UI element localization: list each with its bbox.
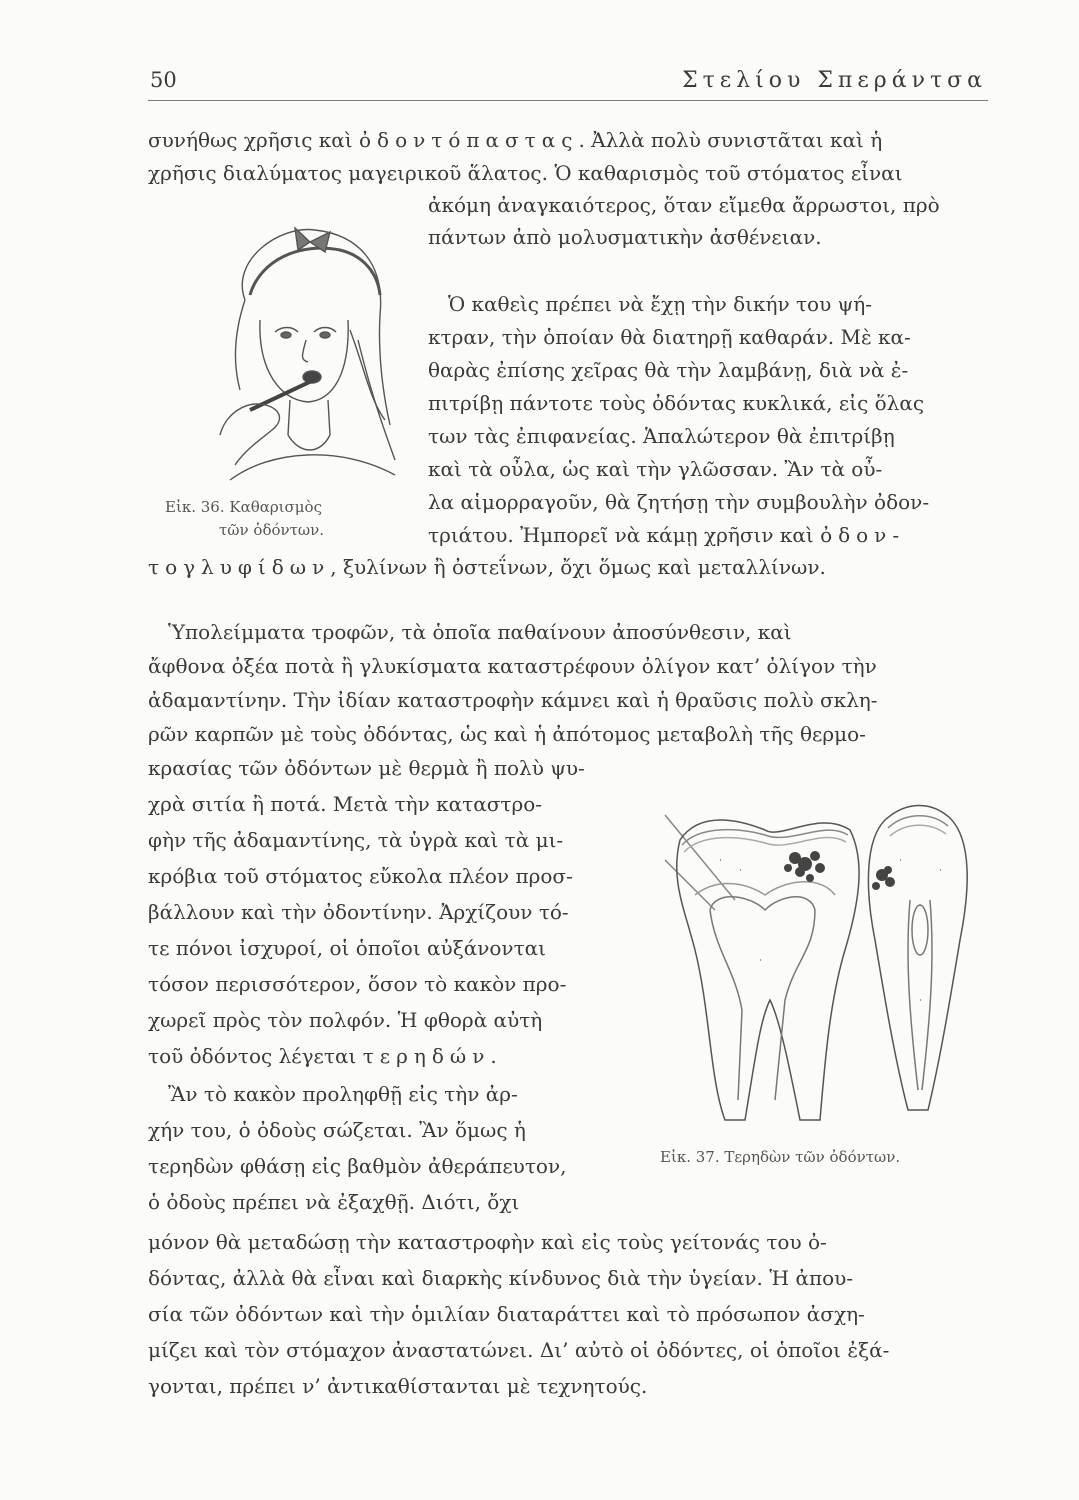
text-line: φὴν τῆς ἀδαμαντίνης, τὰ ὑγρὰ καὶ τὰ μι- bbox=[148, 828, 564, 852]
figure-36-caption-cont: τῶν ὀδόντων. bbox=[219, 521, 325, 539]
text-line: μίζει καὶ τὸν στόμαχον ἀναστατώνει. Δι’ αὐτὸ οἱ ὀδόντες, οἱ ὁποῖοι ἐξά- bbox=[148, 1338, 890, 1362]
text-line: ἀδαμαντίνην. Τὴν ἰδίαν καταστροφὴν κάμνει καὶ ἡ θραῦσις πολὺ σκλη- bbox=[148, 688, 878, 712]
text-line: τόσον περισσότερον, ὅσον τὸ κακὸν προ- bbox=[148, 972, 567, 996]
text-line: βάλλουν καὶ τὴν ὀδοντίνην. Ἀρχίζουν τό- bbox=[148, 900, 569, 924]
text-line: χρῆσις διαλύματος μαγειρικοῦ ἅλατος. Ὁ καθαρισμὸς τοῦ στόματος εἶναι bbox=[148, 161, 903, 185]
figure-37-caption: Εἰκ. 37. Τερηδὼν τῶν ὀδόντων. bbox=[660, 1148, 901, 1166]
spaced-term: ὀδον- bbox=[820, 523, 906, 547]
page-number: 50 bbox=[150, 68, 177, 92]
text-line: χρὰ σιτία ἢ ποτά. Μετὰ τὴν καταστρο- bbox=[148, 792, 542, 816]
text-line: κτραν, τὴν ὁποίαν θὰ διατηρῇ καθαράν. Μὲ κα- bbox=[428, 325, 911, 349]
text-line: συνήθως χρῆσις καὶ ὀδοντόπαστας. Ἀλλὰ πολὺ συνιστᾶται καὶ ἡ bbox=[148, 128, 883, 152]
text-line: ρῶν καρπῶν μὲ τοὺς ὀδόντας, ὡς καὶ ἡ ἀπότομος μεταβολὴ τῆς θερμο- bbox=[148, 722, 866, 746]
figure-37-illustration bbox=[660, 800, 990, 1135]
spaced-term: τερηδών bbox=[362, 1044, 491, 1068]
text-line: τογλυφίδων, ξυλίνων ἢ ὀστεΐνων, ὄχι ὅμως καὶ μεταλλίνων. bbox=[148, 555, 826, 579]
text-line: σία τῶν ὀδόντων καὶ τὴν ὁμιλίαν διαταράττει καὶ τὸ πρόσωπον ἀσχη- bbox=[148, 1302, 865, 1326]
text-line: ὁ ὀδοὺς πρέπει νὰ ἐξαχθῇ. Διότι, ὄχι bbox=[148, 1190, 520, 1214]
text-line: καὶ τὰ οὖλα, ὡς καὶ τὴν γλῶσσαν. Ἂν τὰ οὖ- bbox=[428, 457, 883, 481]
spaced-term: τογλυφίδων bbox=[148, 555, 331, 579]
text-line: θαρὰς ἐπίσης χεῖρας θὰ τὴν λαμβάνῃ, διὰ νὰ ἐ- bbox=[428, 358, 909, 382]
text-line: ἀκόμη ἀναγκαιότερος, ὅταν εἴμεθα ἄρρωστοι, πρὸ bbox=[428, 193, 940, 217]
text-line: ἄφθονα ὀξέα ποτὰ ἢ γλυκίσματα καταστρέφουν ὀλίγον κατ’ ὀλίγον τὴν bbox=[148, 654, 877, 678]
text-line: πιτρίβῃ πάντοτε τοὺς ὀδόντας κυκλικά, εἰς ὅλας bbox=[428, 391, 925, 415]
text-line: χωρεῖ πρὸς τὸν πολφόν. Ἡ φθορὰ αὐτὴ bbox=[148, 1008, 543, 1032]
text-line: δόντας, ἀλλὰ θὰ εἶναι καὶ διαρκὴς κίνδυνος διὰ τὴν ὑγείαν. Ἡ ἀπου- bbox=[148, 1266, 854, 1290]
text-line: Ὁ καθεὶς πρέπει νὰ ἔχῃ τὴν δικήν του ψή- bbox=[448, 292, 873, 316]
text-line: Ἂν τὸ κακὸν προληφθῇ εἰς τὴν ἀρ- bbox=[168, 1082, 518, 1106]
spaced-term: ὀδοντόπαστας bbox=[358, 128, 579, 152]
running-title: Στελίου Σπεράντσα bbox=[682, 68, 987, 93]
text-line: γονται, πρέπει ν’ ἀντικαθίστανται μὲ τεχνητούς. bbox=[148, 1374, 648, 1398]
text-line: πάντων ἀπὸ μολυσματικὴν ἀσθένειαν. bbox=[428, 225, 822, 249]
text-line: των τὰς ἐπιφανείας. Ἁπαλώτερον θὰ ἐπιτρίβῃ bbox=[428, 424, 895, 448]
figure-36-caption: Εἰκ. 36. Καθαρισμὸς bbox=[165, 498, 322, 516]
figure-36-illustration bbox=[190, 220, 420, 505]
text-line: χήν του, ὁ ὀδοὺς σώζεται. Ἂν ὅμως ἡ bbox=[148, 1118, 526, 1142]
header-rule bbox=[148, 100, 988, 101]
text-line: Ὑπολείμματα τροφῶν, τὰ ὁποῖα παθαίνουν ἀποσύνθεσιν, καὶ bbox=[168, 620, 792, 644]
text-line: κρόβια τοῦ στόματος εὔκολα πλέον προσ- bbox=[148, 864, 573, 888]
text-line: τοῦ ὀδόντος λέγεται τερηδών. bbox=[148, 1044, 497, 1068]
text-line: τε πόνοι ἰσχυροί, οἱ ὁποῖοι αὐξάνονται bbox=[148, 936, 546, 960]
text-line: μόνον θὰ μεταδώσῃ τὴν καταστροφὴν καὶ εἰς τοὺς γείτονάς του ὀ- bbox=[148, 1230, 827, 1254]
text-line: κρασίας τῶν ὀδόντων μὲ θερμὰ ἢ πολὺ ψυ- bbox=[148, 756, 585, 780]
text-line: τερηδὼν φθάσῃ εἰς βαθμὸν ἀθεράπευτον, bbox=[148, 1154, 567, 1178]
text-line: λα αἱμορραγοῦν, θὰ ζητήσῃ τὴν συμβουλὴν ὀδον- bbox=[428, 490, 930, 514]
text-line: τριάτου. Ἠμπορεῖ νὰ κάμῃ χρῆσιν καὶ ὀδον- bbox=[428, 523, 906, 547]
